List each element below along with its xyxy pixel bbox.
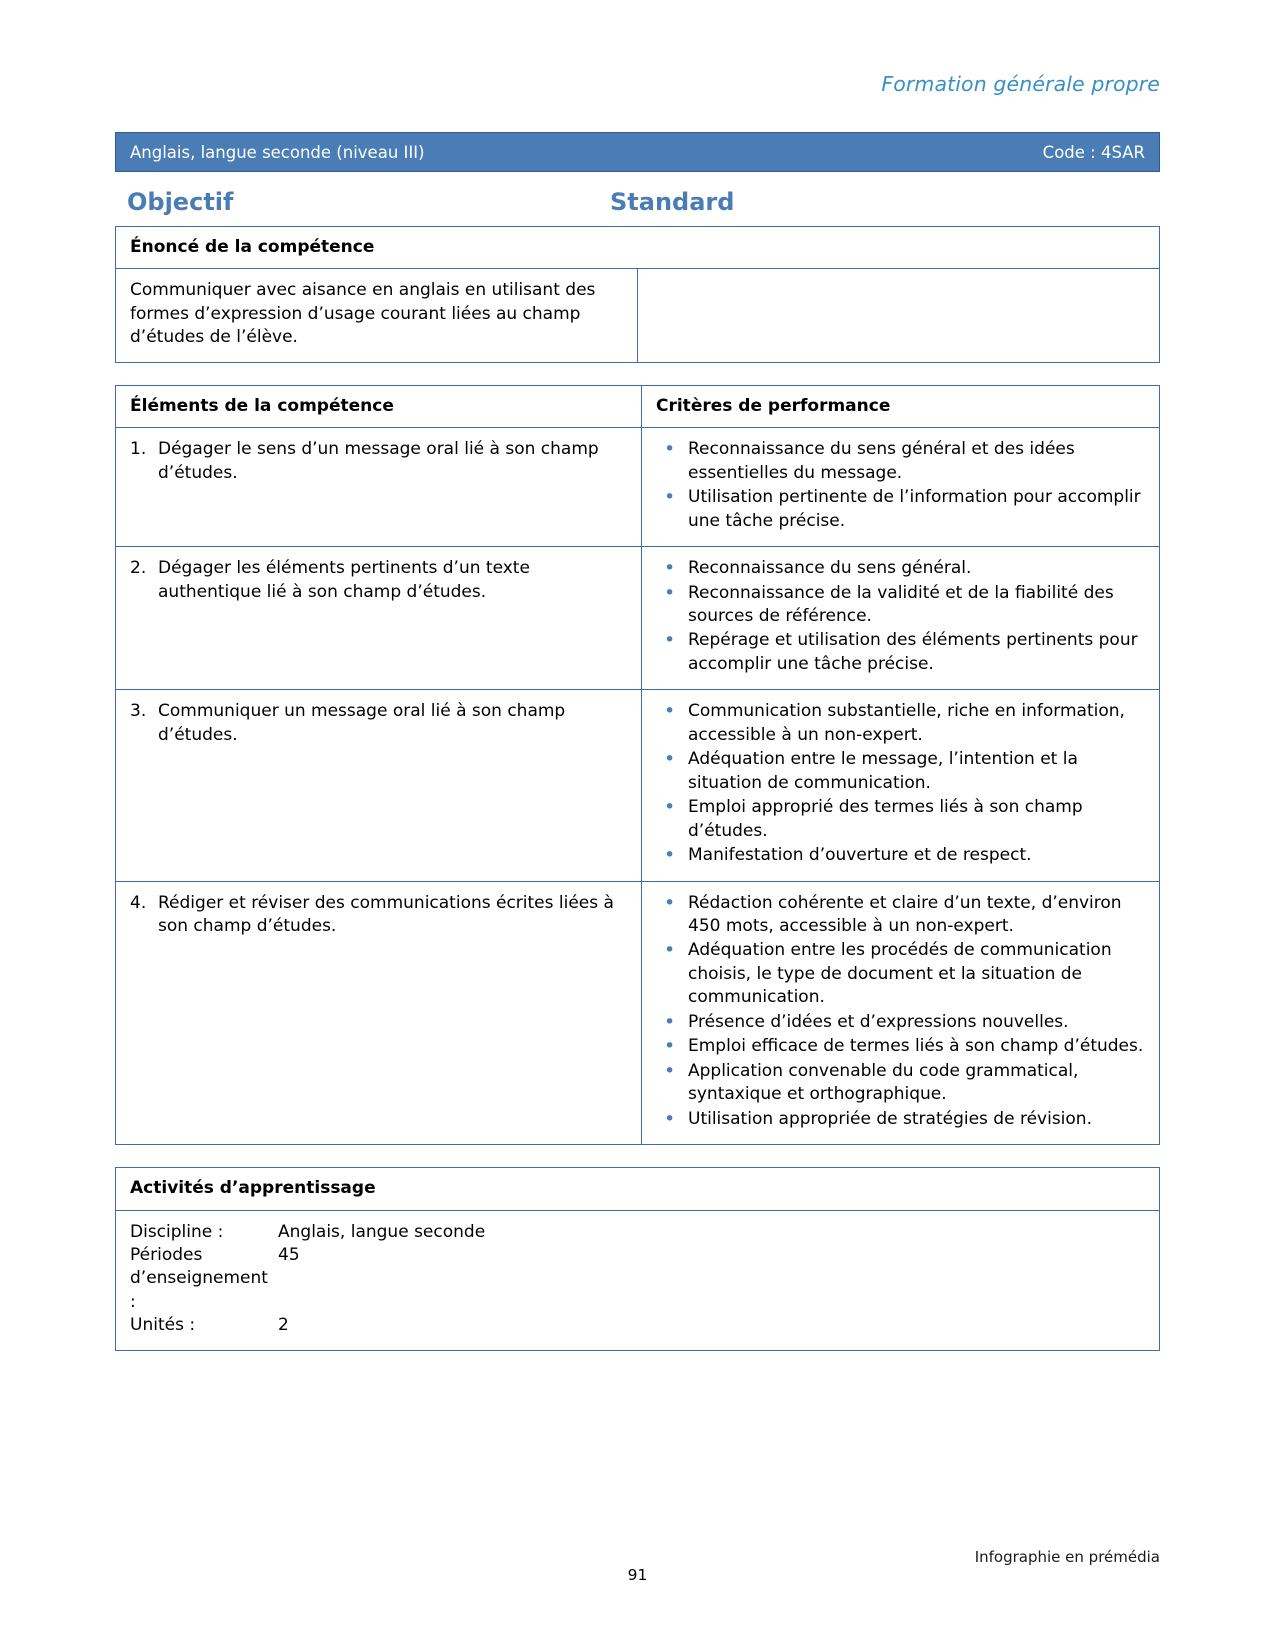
activities-body	[116, 1210, 1160, 1350]
table-row	[116, 547, 1160, 690]
list-item: • Emploi approprié des termes liés à son champ d’études.	[656, 796, 1145, 843]
criteria-cell	[642, 428, 1160, 547]
list-item: • Utilisation appropriée de stratégies de révision.	[656, 1108, 1145, 1131]
table-header-row	[116, 385, 1160, 427]
element-cell	[116, 547, 642, 690]
enonce-heading: Énoncé de la compétence	[116, 227, 1160, 269]
activity-value: Anglais, langue seconde	[278, 1221, 486, 1242]
criteria-cell	[642, 547, 1160, 690]
list-item: • Adéquation entre le message, l’intention et la situation de communication.	[656, 748, 1145, 795]
enonce-table	[115, 226, 1160, 363]
item-number: 1.	[130, 439, 147, 460]
list-item: • Présence d’idées et d’expressions nouvelles.	[656, 1011, 1145, 1034]
element-cell	[116, 881, 642, 1145]
table-row	[116, 227, 1160, 269]
enonce-empty-cell	[638, 269, 1160, 362]
list-item	[130, 557, 627, 604]
table-row	[116, 269, 1160, 362]
criteria-cell	[642, 690, 1160, 881]
activities-heading: Activités d’apprentissage	[116, 1168, 1160, 1210]
item-text: Rédiger et réviser des communications écrites liées à son champ d’études.	[158, 892, 614, 936]
activity-label: Unités :	[130, 1315, 196, 1336]
item-number: 3.	[130, 701, 147, 722]
course-title-bar	[115, 132, 1160, 172]
item-text: Communiquer un message oral lié à son champ d’études.	[158, 701, 566, 745]
page-footer	[115, 1548, 1160, 1592]
course-name: Anglais, langue seconde (niveau III)	[130, 142, 425, 162]
heading-objectif: Objectif	[127, 188, 234, 216]
item-number: 2.	[130, 558, 147, 579]
list-item: • Utilisation pertinente de l’information pour accomplir une tâche précise.	[656, 486, 1145, 533]
item-text: Dégager le sens d’un message oral lié à son champ d’études.	[158, 439, 599, 483]
criteria-cell	[642, 881, 1160, 1145]
list-item: • Communication substantielle, riche en information, accessible à un non-expert.	[656, 700, 1145, 747]
element-cell	[116, 690, 642, 881]
list-item	[130, 438, 627, 485]
table-row	[116, 881, 1160, 1145]
list-item: • Reconnaissance du sens général.	[656, 557, 1145, 580]
enonce-text	[116, 269, 638, 362]
heading-standard: Standard	[610, 188, 735, 216]
table-row	[116, 1210, 1160, 1350]
column-headings	[115, 188, 1160, 216]
list-item: • Rédaction cohérente et claire d’un texte, d’environ 450 mots, accessible à un non-expert.	[656, 892, 1145, 939]
item-number: 4.	[130, 892, 147, 913]
activities-table	[115, 1167, 1160, 1351]
table-row	[116, 428, 1160, 547]
list-item: • Repérage et utilisation des éléments pertinents pour accomplir une tâche précise.	[656, 629, 1145, 676]
list-item: • Reconnaissance du sens général et des idées essentielles du message.	[656, 438, 1145, 485]
activity-row	[130, 1244, 1145, 1314]
list-item	[130, 700, 627, 747]
activity-value: 2	[278, 1315, 289, 1336]
list-item: • Adéquation entre les procédés de communication choisis, le type de document et la situation de communication.	[656, 939, 1145, 1009]
activity-label: Périodes d’enseignement :	[130, 1244, 268, 1312]
page-number: 91	[627, 1566, 648, 1584]
header-criteria: Critères de performance	[642, 385, 1160, 427]
list-item: • Reconnaissance de la validité et de la fiabilité des sources de référence.	[656, 582, 1145, 629]
element-cell	[116, 428, 642, 547]
list-item: • Application convenable du code grammatical, syntaxique et orthographique.	[656, 1060, 1145, 1107]
competence-table	[115, 385, 1160, 1145]
activity-value: 45	[278, 1244, 300, 1265]
footer-program: Infographie en prémédia	[974, 1548, 1160, 1566]
list-item: • Manifestation d’ouverture et de respect.	[656, 844, 1145, 867]
table-row	[116, 1168, 1160, 1210]
activity-row	[130, 1314, 1145, 1337]
list-item	[130, 892, 627, 939]
running-header: Formation générale propre	[881, 72, 1160, 96]
enonce-paragraph: Communiquer avec aisance en anglais en utilisant des formes d’expression d’usage courant liées au champ d’études de l’élève.	[130, 280, 596, 348]
activity-label: Discipline :	[130, 1221, 224, 1242]
item-text: Dégager les éléments pertinents d’un texte authentique lié à son champ d’études.	[158, 558, 530, 602]
course-code: Code : 4SAR	[1042, 142, 1145, 162]
table-row	[116, 690, 1160, 881]
list-item: • Emploi efficace de termes liés à son champ d’études.	[656, 1035, 1145, 1058]
activity-row	[130, 1221, 1145, 1244]
header-elements: Éléments de la compétence	[116, 385, 642, 427]
